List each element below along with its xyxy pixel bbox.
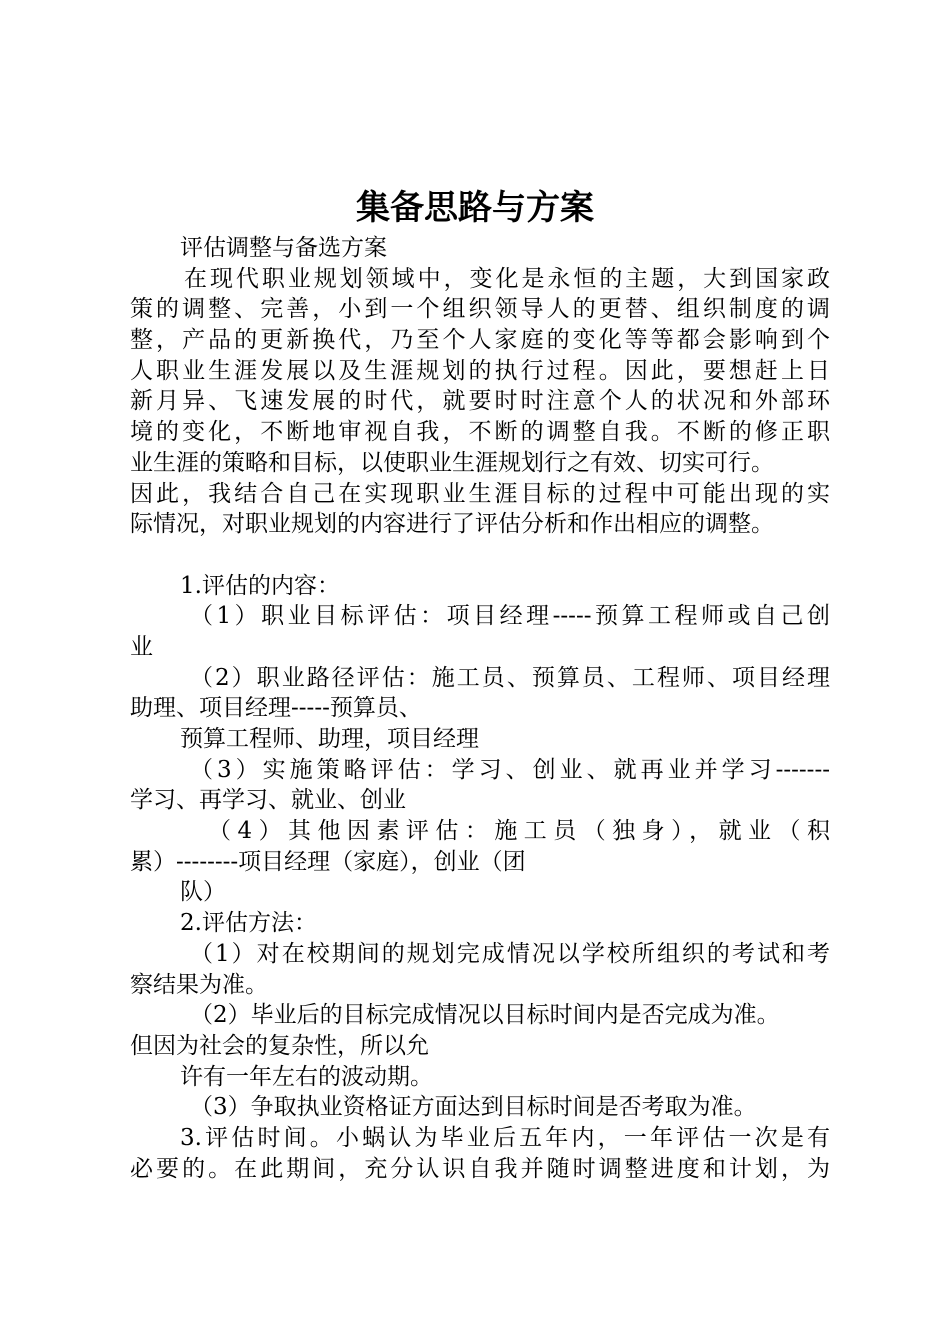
list-item-line: （1）对在校期间的规划完成情况以学校所组织的考试和考 bbox=[190, 940, 830, 967]
list-heading: 1.评估的内容： bbox=[180, 572, 340, 599]
list-item-line: 助理、项目经理-----预算员、 bbox=[130, 695, 422, 722]
list-heading: 3.评估时间。小蜗认为毕业后五年内，一年评估一次是有 bbox=[180, 1124, 830, 1151]
list-item-line: 许有一年左右的波动期。 bbox=[180, 1063, 433, 1090]
paragraph-line: 境的变化，不断地审视自我，不断的调整自我。不断的修正职 bbox=[130, 419, 830, 446]
paragraph-line: 必要的。在此期间，充分认识自我并随时调整进度和计划，为 bbox=[130, 1155, 830, 1182]
blank-line bbox=[130, 540, 830, 571]
paragraph-line: 策的调整、完善，小到一个组织领导人的更替、组织制度的调 bbox=[130, 296, 830, 323]
list-item-line: 预算工程师、助理，项目经理 bbox=[180, 726, 479, 752]
list-item-line: （2）毕业后的目标完成情况以目标时间内是否完成为准。 bbox=[190, 1002, 780, 1029]
list-item-line: （2）职业路径评估：施工员、预算员、工程师、项目经理 bbox=[190, 664, 830, 691]
list-item-line: （3）实施策略评估：学习、创业、就再业并学习------- bbox=[190, 756, 830, 783]
paragraph-line: 人职业生涯发展以及生涯规划的执行过程。因此，要想赶上日 bbox=[130, 357, 830, 384]
paragraph-line: 因此，我结合自己在实现职业生涯目标的过程中可能出现的实 bbox=[130, 480, 830, 507]
list-item-line: （1）职业目标评估：项目经理-----预算工程师或自己创 bbox=[190, 603, 830, 630]
paragraph-line: 在现代职业规划领域中，变化是永恒的主题，大到国家政 bbox=[184, 265, 830, 292]
list-item-line: 累）--------项目经理（家庭），创业（团 bbox=[130, 848, 526, 875]
paragraph-line: 整，产品的更新换代，乃至个人家庭的变化等等都会影响到个 bbox=[130, 327, 830, 354]
section-heading: 评估调整与备选方案 bbox=[180, 235, 387, 261]
list-item-line: （4）其他因素评估：施工员（独身），就业（积 bbox=[208, 818, 830, 845]
document-title: 集备思路与方案 bbox=[356, 188, 594, 228]
list-item-line: 业 bbox=[130, 633, 153, 660]
list-item-line: 察结果为准。 bbox=[130, 971, 268, 998]
paragraph-line: 际情况，对职业规划的内容进行了评估分析和作出相应的调整。 bbox=[130, 511, 774, 538]
list-item-line: 但因为社会的复杂性，所以允 bbox=[130, 1032, 429, 1059]
paragraph-line: 新月异、飞速发展的时代，就要时时注意个人的状况和外部环 bbox=[130, 388, 830, 415]
list-item-line: 学习、再学习、就业、创业 bbox=[130, 787, 406, 814]
paragraph-line: 业生涯的策略和目标，以使职业生涯规划行之有效、切实可行。 bbox=[130, 449, 774, 476]
list-heading: 2.评估方法： bbox=[180, 910, 317, 937]
list-item-line: 队） bbox=[180, 879, 226, 906]
list-item-line: （3）争取执业资格证方面达到目标时间是否考取为准。 bbox=[190, 1094, 757, 1121]
document-body bbox=[130, 233, 830, 1184]
